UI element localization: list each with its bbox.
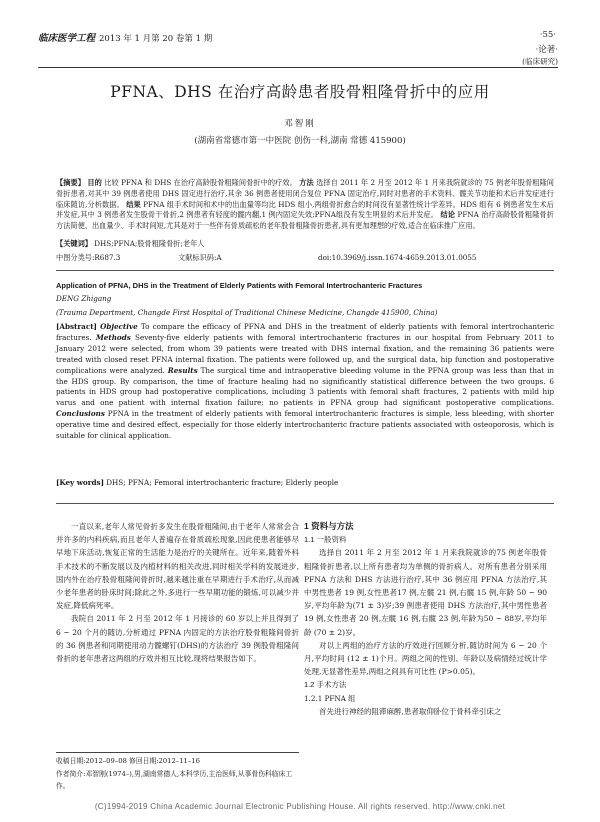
clc-number: 中图分类号:R687.3 [56,253,121,262]
conclusion-label: 结论 [440,210,456,220]
footnote-author-bio: 作者简介:邓智刚(1974–),男,湖南常德人,本科学历,主治医师,从事骨伤科临床工作。 [56,770,293,790]
conclusions-text: PFNA in the treatment of elderly patients with femoral intertrochanteric fractures is simple, less bleeding, with shorter operative time and desired effect, especially for those elderly intertrochanteric fracture patients associated with osteoporosis, which is suitable for clinical application. [56,409,554,441]
english-affiliation: (Trauma Department, Changde First Hospital of Traditional Chinese Medicine, Changde 415900, China) [56,308,438,317]
keywords-en-label: [Key words] [56,478,104,487]
body-right-column [304,520,547,718]
english-author: DENG Zhigang [56,294,112,303]
copyright-footer: (C)1994-2019 China Academic Journal Electronic Publishing House. All rights reserved. http://www.cnki.net [94,802,506,811]
page-number: ·55· [539,30,556,40]
conclusions-label: Conclusions [56,409,105,419]
divider [56,270,554,271]
keywords-cn-label: 【关键词】 [56,239,92,248]
subsection-heading: 1.2 手术方法 [304,680,347,690]
paper-affiliation: (湖南省常德市第一中医院 创伤一科,湖南 常德 415900) [194,136,406,146]
results-text: The surgical time and intraoperative bleeding volume in the PFNA group was less than that in the HDS group. By comparison, the time of fracture healing had no significantly statistical difference between the two groups. 6 patients in HDS group had postoperative complications, including 3 patients with femoral shaft fractures, 2 patients with mild hip varus and one patient with internal fixation failure; no patients in PFNA group had significant postoperative complications. [56,365,555,408]
results-label: Results [167,365,198,375]
body-paragraph: 一直以来,老年人常见骨折多发生在股骨粗隆间,由于老年人常常会合并许多的内科疾病,而且老年人普遍存在骨质疏松现象,因此使患者能够尽早地下床活动,恢复正常的生活能力是治疗的关键所在。近年来,随着外科手术技术的不断发展以及内植材料的相关改进,同时相关学科的发展进步,国内外在治疗股骨粗隆间骨折时,越来越注重在早期进行手术治疗,从而减少老年患者的卧床时间;除此之外,多进行一些早期功能的锻炼,可以减少并发症,降低病死率。 [56,522,299,611]
divider [56,503,554,504]
body-paragraph: 对以上两组的治疗方法的疗效进行回顾分析,随访时间为 6 ~ 20 个月,平均时间 (12 ± 1)个月。两组之间的性别、年龄以及病情经过统计学处理,无显著性差异,两组之间具有可比性 (P>0.05)。 [304,640,547,677]
abstract-cn-label: 【摘要】 [56,178,86,187]
document-code: 文献标识码:A [178,253,222,262]
body-paragraph: 首先进行神经的阻滞麻醉,患者取仰卧位于骨科牵引床之 [319,706,502,716]
footnote-rule [56,752,299,753]
footnote-dates: 收稿日期:2012–09–08 修回日期:2012–11–16 [56,757,200,765]
purpose-label: 目的 [87,178,102,187]
keywords-cn [56,239,554,250]
result-text: PFNA 组手术时间和术中的出血量等均比 HDS 组小,两组骨折愈合的时间没有显著性统计学差异。HDS 组有 6 例患者发生术后并发症,其中 3 例患者发生股骨干骨折,2 例患者有轻度的髋内翻,1 例内固定失效;PFNA组没有发生明显的术后并发症。 [56,199,554,220]
subsection-tag: (临床研究) [522,57,558,66]
journal-issue: 2013 年 1 月第 20 卷第 1 期 [99,34,213,44]
result-label: 结果 [126,199,141,209]
keywords-cn-text: DHS;PFNA;股骨粗隆骨折;老年人 [94,239,205,248]
methods-label: Methods [95,332,131,342]
subsection-heading: 1.1 一般资料 [304,535,347,545]
abstract-en [56,322,554,442]
body-paragraph: 我院自 2011 年 2 月至 2012 年 1 月接诊的 60 岁以上并且得到了 6 ~ 20 个月的随访,分析通过 PFNA 内固定的方法治疗股骨粗隆间骨折的 36 例患者和同期使用动力髋螺钉(DHS)的方法治疗 39 例股骨粗隆间骨折的老年患者这两组的疗效并相互比较,现将结果报告如下。 [56,614,299,664]
objective-text: To compare the efficacy of PFNA and DHS in the treatment of elderly patients with femoral intertrochanteric fractures. [56,322,554,342]
abstract-cn [56,178,554,232]
header-rule [38,67,558,68]
methods-text: Seventy-five elderly patients with femoral intertrochanteric fractures in our hospital from February 2011 to January 2012 were selected, from whom 39 patients were treated with DHS internal fixation, and the remaining 36 patients were treated with closed reset PFNA internal fixation. The patients were followed up, and the surgical data, hip function and postoperative complications were analyzed. [56,332,554,375]
section-heading: 1 资料与方法 [304,521,354,531]
paper-title: PFNA、DHS 在治疗高龄患者股骨粗隆骨折中的应用 [110,83,490,101]
body-left-column [56,520,299,665]
paper-author: 邓智刚 [284,119,316,129]
section-tag: ·论著· [535,45,558,55]
journal-name: 临床医学工程 [38,33,96,44]
objective-label: Objective [100,322,138,331]
body-paragraph: 选择自 2011 年 2 月至 2012 年 1 月来我院就诊的75 例老年股骨粗隆骨折患者,以上所有患者均为单侧的骨折病人。对所有患者分别采用 PFNA 方法和 DHS 方法进行治疗,其中 36 例应用 PFNA 方法治疗,其中男性患者 19 例,女性患者17 例,左髋 21 例,右髋 15 例,年龄 50 ~ 90 岁,平均年龄为(71 ± 3)岁;39 例患者使用 DHS 方法治疗,其中男性患者 19 例,女性患者 20 例,左髋 16 例,右髋 23 例,年龄为50 ~ 88岁,平均年龄 (70 ± 2)岁。 [304,548,547,637]
method-text: 选择自 2011 年 2 月至 2012 年 1 月来我院就诊的 75 例老年股骨粗隆间骨折患者,对其中 39 例患者使用 DHS 固定进行治疗,其余 36 例患者使用闭合复位 PFNA 固定治疗,同时对患者的手术资料、髋关节功能和术后并发症进行临床随访,分析数据。 [56,178,554,209]
method-label: 方法 [299,178,314,187]
conclusion-text: PFNA 治疗高龄股骨粗隆骨折方法简便、出血量少、手术时间短,尤其是对于一些伴有骨质疏松的老年股骨粗隆骨折患者,具有更加理想的疗效,适合在临床推广应用。 [56,210,554,231]
purpose-text: 比较 PFNA 和 DHS 在治疗高龄股骨粗隆间骨折中的疗效。 [104,178,297,187]
keywords-en [56,478,554,489]
subsubsection-heading: 1.2.1 PFNA 组 [304,693,356,703]
keywords-en-text: DHS; PFNA; Femoral intertrochanteric fracture; Elderly people [106,478,339,487]
doi: doi:10.3969/j.issn.1674-4659.2013.01.0055 [318,253,477,262]
abstract-en-label: [Abstract] [56,322,97,331]
english-title: Application of PFNA, DHS in the Treatment of Elderly Patients with Femoral Intertrochanteric Fractures [56,281,423,290]
journal-header [38,30,212,44]
